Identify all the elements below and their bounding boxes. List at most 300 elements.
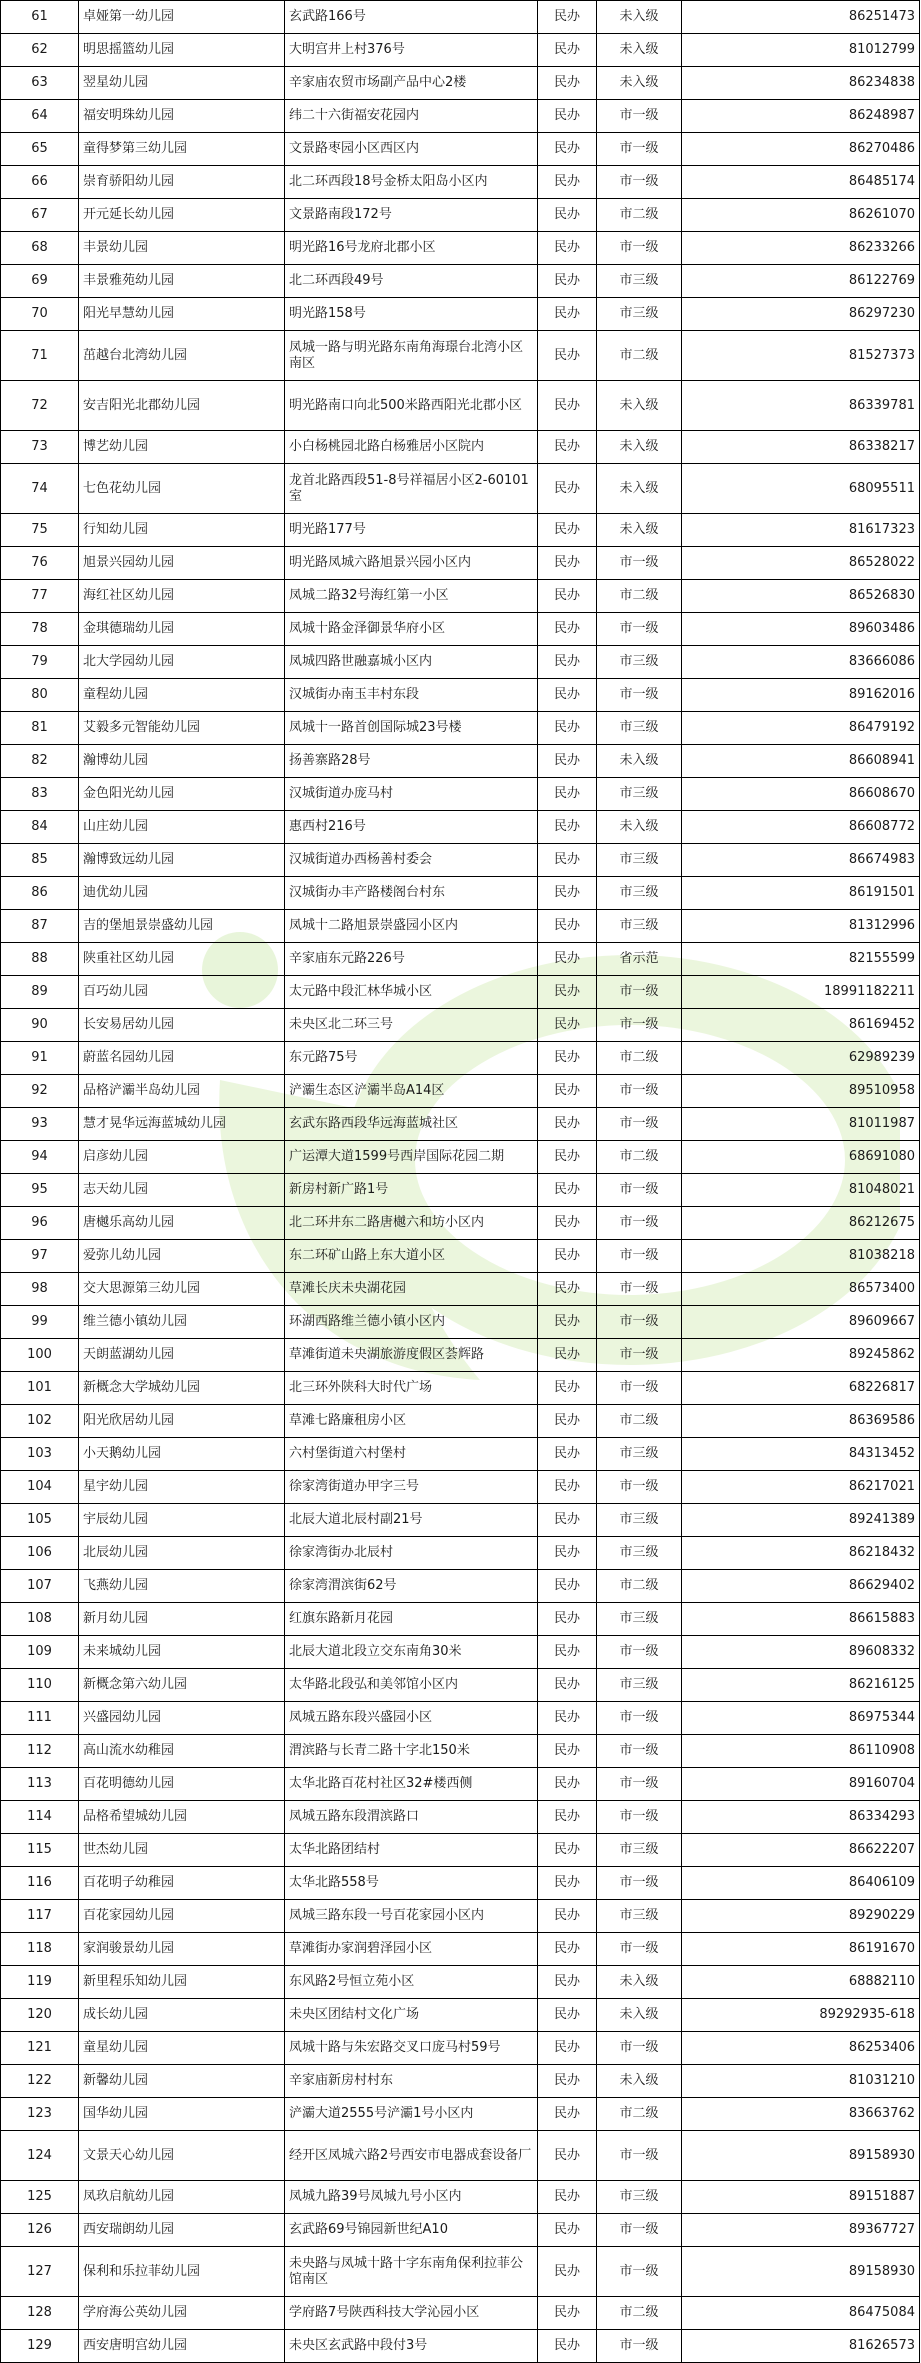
kindergarten-name: 星宇幼儿园 (79, 1471, 285, 1504)
ownership-type: 民办 (538, 1009, 597, 1042)
phone-number: 86975344 (682, 1702, 920, 1735)
phone-number: 89241389 (682, 1504, 920, 1537)
address: 辛家庙农贸市场副产品中心2楼 (285, 67, 538, 100)
phone-number: 86629402 (682, 1570, 920, 1603)
address: 北二环西段49号 (285, 265, 538, 298)
kindergarten-name: 保利和乐拉菲幼儿园 (79, 2247, 285, 2297)
phone-number: 86248987 (682, 100, 920, 133)
grade-level: 市一级 (597, 1339, 682, 1372)
table-row (1, 1, 920, 34)
kindergarten-name: 国华幼儿园 (79, 2098, 285, 2131)
ownership-type: 民办 (538, 910, 597, 943)
ownership-type: 民办 (538, 1801, 597, 1834)
address: 凤城四路世融嘉城小区内 (285, 646, 538, 679)
address: 浐灞生态区浐灞半岛A14区 (285, 1075, 538, 1108)
grade-level: 市一级 (597, 1801, 682, 1834)
row-number: 118 (1, 1933, 79, 1966)
table-row (1, 1108, 920, 1141)
row-number: 105 (1, 1504, 79, 1537)
grade-level: 市三级 (597, 1834, 682, 1867)
address: 凤城五路东段兴盛园小区 (285, 1702, 538, 1735)
phone-number: 86608670 (682, 778, 920, 811)
table-row (1, 1009, 920, 1042)
row-number: 104 (1, 1471, 79, 1504)
table-row (1, 679, 920, 712)
table-row (1, 646, 920, 679)
ownership-type: 民办 (538, 679, 597, 712)
table-row (1, 613, 920, 646)
kindergarten-name: 开元延长幼儿园 (79, 199, 285, 232)
phone-number: 86297230 (682, 298, 920, 331)
table-row (1, 1867, 920, 1900)
grade-level: 市一级 (597, 2032, 682, 2065)
address: 明光路凤城六路旭景兴园小区内 (285, 547, 538, 580)
address: 北二环西段18号金桥太阳岛小区内 (285, 166, 538, 199)
address: 玄武路69号锦园新世纪A10 (285, 2214, 538, 2247)
phone-number: 89158930 (682, 2247, 920, 2297)
kindergarten-name: 福安明珠幼儿园 (79, 100, 285, 133)
kindergarten-name: 百花明德幼儿园 (79, 1768, 285, 1801)
ownership-type: 民办 (538, 1900, 597, 1933)
row-number: 67 (1, 199, 79, 232)
ownership-type: 民办 (538, 1438, 597, 1471)
address: 太华北路百花村社区32#楼西侧 (285, 1768, 538, 1801)
address: 凤城二路32号海红第一小区 (285, 580, 538, 613)
address: 凤城一路与明光路东南角海璟台北湾小区南区 (285, 331, 538, 381)
phone-number: 86615883 (682, 1603, 920, 1636)
row-number: 107 (1, 1570, 79, 1603)
row-number: 91 (1, 1042, 79, 1075)
table-row (1, 2247, 920, 2297)
row-number: 116 (1, 1867, 79, 1900)
phone-number: 81626573 (682, 2330, 920, 2363)
phone-number: 86218432 (682, 1537, 920, 1570)
kindergarten-name: 长安易居幼儿园 (79, 1009, 285, 1042)
ownership-type: 民办 (538, 331, 597, 381)
kindergarten-name: 启彦幼儿园 (79, 1141, 285, 1174)
phone-number: 89510958 (682, 1075, 920, 1108)
table-row (1, 2297, 920, 2330)
phone-number: 89608332 (682, 1636, 920, 1669)
row-number: 92 (1, 1075, 79, 1108)
grade-level: 市一级 (597, 2214, 682, 2247)
grade-level: 市一级 (597, 547, 682, 580)
grade-level: 市二级 (597, 1141, 682, 1174)
grade-level: 市一级 (597, 1108, 682, 1141)
kindergarten-name: 交大思源第三幼儿园 (79, 1273, 285, 1306)
table-row (1, 1801, 920, 1834)
address: 凤城十路与朱宏路交叉口庞马村59号 (285, 2032, 538, 2065)
address: 未央区北二环三号 (285, 1009, 538, 1042)
kindergarten-name: 七色花幼儿园 (79, 464, 285, 514)
table-row (1, 2131, 920, 2181)
kindergarten-name: 学府海公英幼儿园 (79, 2297, 285, 2330)
row-number: 93 (1, 1108, 79, 1141)
table-row (1, 1405, 920, 1438)
ownership-type: 民办 (538, 2131, 597, 2181)
grade-level: 市一级 (597, 1702, 682, 1735)
ownership-type: 民办 (538, 1867, 597, 1900)
row-number: 120 (1, 1999, 79, 2032)
address: 扬善寨路28号 (285, 745, 538, 778)
phone-number: 86261070 (682, 199, 920, 232)
ownership-type: 民办 (538, 464, 597, 514)
row-number: 122 (1, 2065, 79, 2098)
address: 渭滨路与长青二路十字北150米 (285, 1735, 538, 1768)
phone-number: 86334293 (682, 1801, 920, 1834)
ownership-type: 民办 (538, 1504, 597, 1537)
kindergarten-name: 西安唐明宫幼儿园 (79, 2330, 285, 2363)
address: 文景路枣园小区西区内 (285, 133, 538, 166)
row-number: 102 (1, 1405, 79, 1438)
ownership-type: 民办 (538, 1768, 597, 1801)
kindergarten-name: 凤玖启航幼儿园 (79, 2181, 285, 2214)
phone-number: 86110908 (682, 1735, 920, 1768)
ownership-type: 民办 (538, 1042, 597, 1075)
kindergarten-name: 瀚博幼儿园 (79, 745, 285, 778)
table-row (1, 943, 920, 976)
table-row (1, 1273, 920, 1306)
row-number: 98 (1, 1273, 79, 1306)
table-row (1, 2098, 920, 2131)
grade-level: 市二级 (597, 2098, 682, 2131)
address: 徐家湾街道办甲字三号 (285, 1471, 538, 1504)
table-row (1, 1537, 920, 1570)
kindergarten-name: 新里程乐知幼儿园 (79, 1966, 285, 1999)
row-number: 124 (1, 2131, 79, 2181)
table-row (1, 1042, 920, 1075)
row-number: 79 (1, 646, 79, 679)
row-number: 68 (1, 232, 79, 265)
phone-number: 86475084 (682, 2297, 920, 2330)
kindergarten-name: 百花家园幼儿园 (79, 1900, 285, 1933)
address: 东二环矿山路上东大道小区 (285, 1240, 538, 1273)
row-number: 87 (1, 910, 79, 943)
kindergarten-name: 小天鹅幼儿园 (79, 1438, 285, 1471)
kindergarten-name: 金琪德瑞幼儿园 (79, 613, 285, 646)
phone-number: 81012799 (682, 34, 920, 67)
ownership-type: 民办 (538, 1207, 597, 1240)
ownership-type: 民办 (538, 1834, 597, 1867)
grade-level: 市三级 (597, 1603, 682, 1636)
table-row (1, 232, 920, 265)
ownership-type: 民办 (538, 712, 597, 745)
phone-number: 89367727 (682, 2214, 920, 2247)
grade-level: 未入级 (597, 1966, 682, 1999)
phone-number: 68226817 (682, 1372, 920, 1405)
row-number: 112 (1, 1735, 79, 1768)
kindergarten-name: 新月幼儿园 (79, 1603, 285, 1636)
row-number: 96 (1, 1207, 79, 1240)
ownership-type: 民办 (538, 381, 597, 431)
grade-level: 未入级 (597, 381, 682, 431)
address: 学府路7号陕西科技大学沁园小区 (285, 2297, 538, 2330)
row-number: 77 (1, 580, 79, 613)
address: 文景路南段172号 (285, 199, 538, 232)
ownership-type: 民办 (538, 431, 597, 464)
address: 太华北路558号 (285, 1867, 538, 1900)
table-row (1, 1735, 920, 1768)
row-number: 70 (1, 298, 79, 331)
phone-number: 89158930 (682, 2131, 920, 2181)
table-row (1, 1669, 920, 1702)
table-row (1, 1702, 920, 1735)
kindergarten-name: 翌星幼儿园 (79, 67, 285, 100)
grade-level: 市三级 (597, 1504, 682, 1537)
row-number: 106 (1, 1537, 79, 1570)
row-number: 61 (1, 1, 79, 34)
phone-number: 86216125 (682, 1669, 920, 1702)
phone-number: 86526830 (682, 580, 920, 613)
grade-level: 省示范 (597, 943, 682, 976)
grade-level: 市一级 (597, 1174, 682, 1207)
grade-level: 市二级 (597, 1042, 682, 1075)
ownership-type: 民办 (538, 133, 597, 166)
kindergarten-name: 维兰德小镇幼儿园 (79, 1306, 285, 1339)
phone-number: 86479192 (682, 712, 920, 745)
row-number: 111 (1, 1702, 79, 1735)
phone-number: 18991182211 (682, 976, 920, 1009)
grade-level: 市一级 (597, 679, 682, 712)
ownership-type: 民办 (538, 265, 597, 298)
row-number: 126 (1, 2214, 79, 2247)
table-row (1, 464, 920, 514)
ownership-type: 民办 (538, 2297, 597, 2330)
address: 凤城十二路旭景崇盛园小区内 (285, 910, 538, 943)
table-row (1, 431, 920, 464)
phone-number: 89292935-618 (682, 1999, 920, 2032)
phone-number: 86253406 (682, 2032, 920, 2065)
kindergarten-name: 陕重社区幼儿园 (79, 943, 285, 976)
ownership-type: 民办 (538, 1273, 597, 1306)
ownership-type: 民办 (538, 2247, 597, 2297)
address: 凤城五路东段渭滨路口 (285, 1801, 538, 1834)
kindergarten-name: 西安瑞朗幼儿园 (79, 2214, 285, 2247)
row-number: 119 (1, 1966, 79, 1999)
row-number: 83 (1, 778, 79, 811)
grade-level: 市一级 (597, 2247, 682, 2297)
row-number: 121 (1, 2032, 79, 2065)
address: 大明宫井上村376号 (285, 34, 538, 67)
row-number: 73 (1, 431, 79, 464)
kindergarten-name: 明思摇篮幼儿园 (79, 34, 285, 67)
grade-level: 市三级 (597, 910, 682, 943)
grade-level: 市二级 (597, 580, 682, 613)
kindergarten-name: 山庄幼儿园 (79, 811, 285, 844)
phone-number: 86406109 (682, 1867, 920, 1900)
grade-level: 未入级 (597, 745, 682, 778)
kindergarten-name: 世杰幼儿园 (79, 1834, 285, 1867)
table-row (1, 1438, 920, 1471)
kindergarten-name: 艾毅多元智能幼儿园 (79, 712, 285, 745)
row-number: 109 (1, 1636, 79, 1669)
ownership-type: 民办 (538, 1999, 597, 2032)
table-row (1, 1834, 920, 1867)
address: 小白杨桃园北路白杨雅居小区院内 (285, 431, 538, 464)
grade-level: 未入级 (597, 1, 682, 34)
kindergarten-name: 吉的堡旭景崇盛幼儿园 (79, 910, 285, 943)
row-number: 99 (1, 1306, 79, 1339)
row-number: 89 (1, 976, 79, 1009)
address: 草滩街道未央湖旅游度假区荟辉路 (285, 1339, 538, 1372)
grade-level: 市一级 (597, 1933, 682, 1966)
table-row (1, 580, 920, 613)
table-row (1, 1570, 920, 1603)
grade-level: 未入级 (597, 811, 682, 844)
ownership-type: 民办 (538, 2214, 597, 2247)
row-number: 125 (1, 2181, 79, 2214)
kindergarten-name: 品格浐灞半岛幼儿园 (79, 1075, 285, 1108)
row-number: 65 (1, 133, 79, 166)
ownership-type: 民办 (538, 1, 597, 34)
phone-number: 84313452 (682, 1438, 920, 1471)
phone-number: 86573400 (682, 1273, 920, 1306)
row-number: 75 (1, 514, 79, 547)
row-number: 71 (1, 331, 79, 381)
phone-number: 83666086 (682, 646, 920, 679)
phone-number: 62989239 (682, 1042, 920, 1075)
kindergarten-name: 安吉阳光北郡幼儿园 (79, 381, 285, 431)
row-number: 86 (1, 877, 79, 910)
address: 草滩长庆未央湖花园 (285, 1273, 538, 1306)
kindergarten-name: 天朗蓝湖幼儿园 (79, 1339, 285, 1372)
row-number: 76 (1, 547, 79, 580)
kindergarten-name: 崇育骄阳幼儿园 (79, 166, 285, 199)
kindergarten-name: 金色阳光幼儿园 (79, 778, 285, 811)
grade-level: 市一级 (597, 1075, 682, 1108)
grade-level: 市一级 (597, 613, 682, 646)
ownership-type: 民办 (538, 1669, 597, 1702)
grade-level: 市三级 (597, 265, 682, 298)
grade-level: 市一级 (597, 166, 682, 199)
row-number: 84 (1, 811, 79, 844)
table-row (1, 2181, 920, 2214)
phone-number: 82155599 (682, 943, 920, 976)
phone-number: 89162016 (682, 679, 920, 712)
ownership-type: 民办 (538, 580, 597, 613)
grade-level: 市二级 (597, 1405, 682, 1438)
address: 北三环外陕科大时代广场 (285, 1372, 538, 1405)
ownership-type: 民办 (538, 2181, 597, 2214)
address: 北辰大道北辰村副21号 (285, 1504, 538, 1537)
table-row (1, 67, 920, 100)
phone-number: 86191670 (682, 1933, 920, 1966)
grade-level: 市二级 (597, 1570, 682, 1603)
kindergarten-name: 卓娅第一幼儿园 (79, 1, 285, 34)
row-number: 82 (1, 745, 79, 778)
address: 草滩街办家润碧泽园小区 (285, 1933, 538, 1966)
address: 玄武东路西段华远海蓝城社区 (285, 1108, 538, 1141)
table-row (1, 1504, 920, 1537)
grade-level: 市三级 (597, 1900, 682, 1933)
kindergarten-name: 丰景幼儿园 (79, 232, 285, 265)
kindergarten-name: 瀚博致远幼儿园 (79, 844, 285, 877)
address: 龙首北路西段51-8号祥福居小区2-60101室 (285, 464, 538, 514)
address: 辛家庙新房村村东 (285, 2065, 538, 2098)
address: 惠西村216号 (285, 811, 538, 844)
phone-number: 89609667 (682, 1306, 920, 1339)
grade-level: 市三级 (597, 1438, 682, 1471)
table-row (1, 844, 920, 877)
row-number: 97 (1, 1240, 79, 1273)
table-row (1, 1636, 920, 1669)
row-number: 66 (1, 166, 79, 199)
ownership-type: 民办 (538, 1702, 597, 1735)
ownership-type: 民办 (538, 1306, 597, 1339)
ownership-type: 民办 (538, 2330, 597, 2363)
phone-number: 86608772 (682, 811, 920, 844)
address: 太华路北段弘和美邻馆小区内 (285, 1669, 538, 1702)
ownership-type: 民办 (538, 67, 597, 100)
grade-level: 市一级 (597, 1867, 682, 1900)
row-number: 103 (1, 1438, 79, 1471)
phone-number: 86251473 (682, 1, 920, 34)
grade-level: 未入级 (597, 2065, 682, 2098)
ownership-type: 民办 (538, 199, 597, 232)
table-row (1, 1603, 920, 1636)
row-number: 64 (1, 100, 79, 133)
ownership-type: 民办 (538, 166, 597, 199)
row-number: 101 (1, 1372, 79, 1405)
ownership-type: 民办 (538, 1570, 597, 1603)
ownership-type: 民办 (538, 1735, 597, 1768)
table-row (1, 199, 920, 232)
row-number: 88 (1, 943, 79, 976)
phone-number: 68095511 (682, 464, 920, 514)
ownership-type: 民办 (538, 1603, 597, 1636)
grade-level: 市三级 (597, 877, 682, 910)
table-row (1, 133, 920, 166)
kindergarten-name: 未来城幼儿园 (79, 1636, 285, 1669)
ownership-type: 民办 (538, 943, 597, 976)
ownership-type: 民办 (538, 1174, 597, 1207)
phone-number: 86674983 (682, 844, 920, 877)
address: 明光路177号 (285, 514, 538, 547)
phone-number: 86122769 (682, 265, 920, 298)
phone-number: 89160704 (682, 1768, 920, 1801)
address: 经开区凤城六路2号西安市电器成套设备厂 (285, 2131, 538, 2181)
grade-level: 市三级 (597, 1537, 682, 1570)
grade-level: 市一级 (597, 1636, 682, 1669)
kindergarten-name: 行知幼儿园 (79, 514, 285, 547)
address: 新房村新广路1号 (285, 1174, 538, 1207)
phone-number: 86608941 (682, 745, 920, 778)
grade-level: 市三级 (597, 2181, 682, 2214)
row-number: 78 (1, 613, 79, 646)
phone-number: 86622207 (682, 1834, 920, 1867)
table-row (1, 265, 920, 298)
table-row (1, 1075, 920, 1108)
address: 草滩七路廉租房小区 (285, 1405, 538, 1438)
kindergarten-name: 海红社区幼儿园 (79, 580, 285, 613)
table-row (1, 1900, 920, 1933)
address: 汉城街办南玉丰村东段 (285, 679, 538, 712)
ownership-type: 民办 (538, 811, 597, 844)
row-number: 95 (1, 1174, 79, 1207)
table-row (1, 331, 920, 381)
row-number: 69 (1, 265, 79, 298)
grade-level: 市三级 (597, 712, 682, 745)
phone-number: 86369586 (682, 1405, 920, 1438)
kindergarten-name: 志天幼儿园 (79, 1174, 285, 1207)
ownership-type: 民办 (538, 1075, 597, 1108)
phone-number: 86485174 (682, 166, 920, 199)
ownership-type: 民办 (538, 1339, 597, 1372)
grade-level: 市一级 (597, 100, 682, 133)
grade-level: 市一级 (597, 976, 682, 1009)
kindergarten-name: 新馨幼儿园 (79, 2065, 285, 2098)
grade-level: 市一级 (597, 1735, 682, 1768)
